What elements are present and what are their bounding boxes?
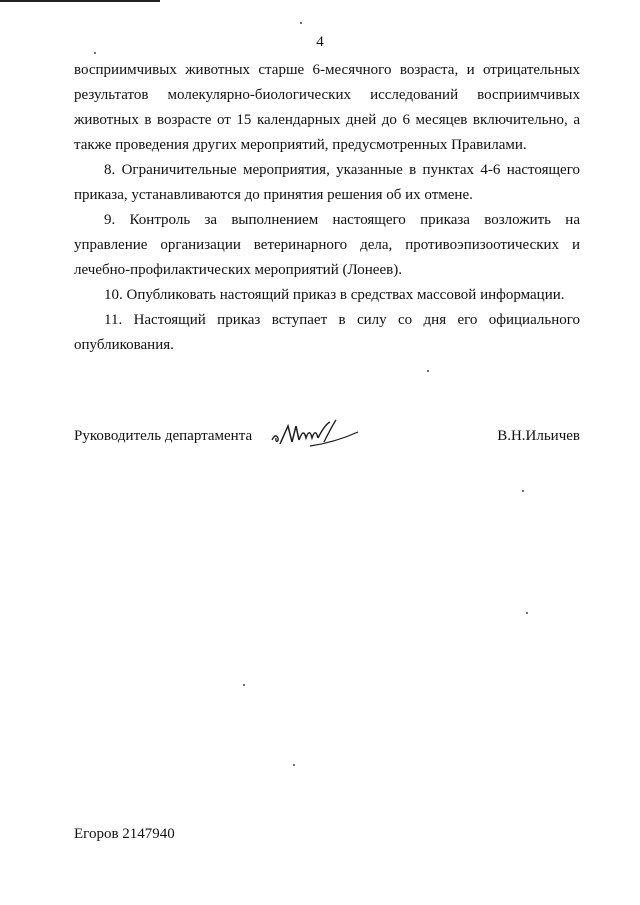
paragraph-item-11: 11. Настоящий приказ вступает в силу со дня его официального опубликования. xyxy=(74,312,580,353)
executor-note: Егоров 2147940 xyxy=(74,826,175,842)
paragraph-continuation: восприимчивых животных старше 6-месячного возраста, и отрицательных результатов молекулярно-биологических исследований восприимчивых животных в возрасте от 15 календарных дней до 6 месяцев включительно, а также проведения других мероприятий, предусмотренных Правилами. xyxy=(74,62,580,153)
scan-speck xyxy=(522,490,524,492)
paragraph-item-10: 10. Опубликовать настоящий приказ в средствах массовой информации. xyxy=(104,287,565,303)
scan-edge-line xyxy=(0,0,160,2)
signatory-name: В.Н.Ильичев xyxy=(497,428,580,444)
scan-speck xyxy=(526,612,528,614)
handwritten-signature xyxy=(266,416,366,452)
scan-speck xyxy=(293,764,295,766)
paragraph-item-8: 8. Ограничительные мероприятия, указанные в пунктах 4-6 настоящего приказа, устанавливаются до принятия решения об их отмене. xyxy=(74,162,580,203)
page-number: 4 xyxy=(316,34,324,50)
signatory-title: Руководитель департамента xyxy=(74,428,253,444)
paragraph-item-9: 9. Контроль за выполнением настоящего приказа возложить на управление организации ветеринарного дела, противоэпизоотических и лечебно-профилактических мероприятий (Лонеев). xyxy=(74,212,580,278)
scan-speck xyxy=(427,370,429,372)
signature-block xyxy=(74,428,580,456)
scan-speck xyxy=(94,52,96,54)
document-body xyxy=(74,58,580,358)
scan-speck xyxy=(300,22,302,24)
scan-speck xyxy=(243,684,245,686)
